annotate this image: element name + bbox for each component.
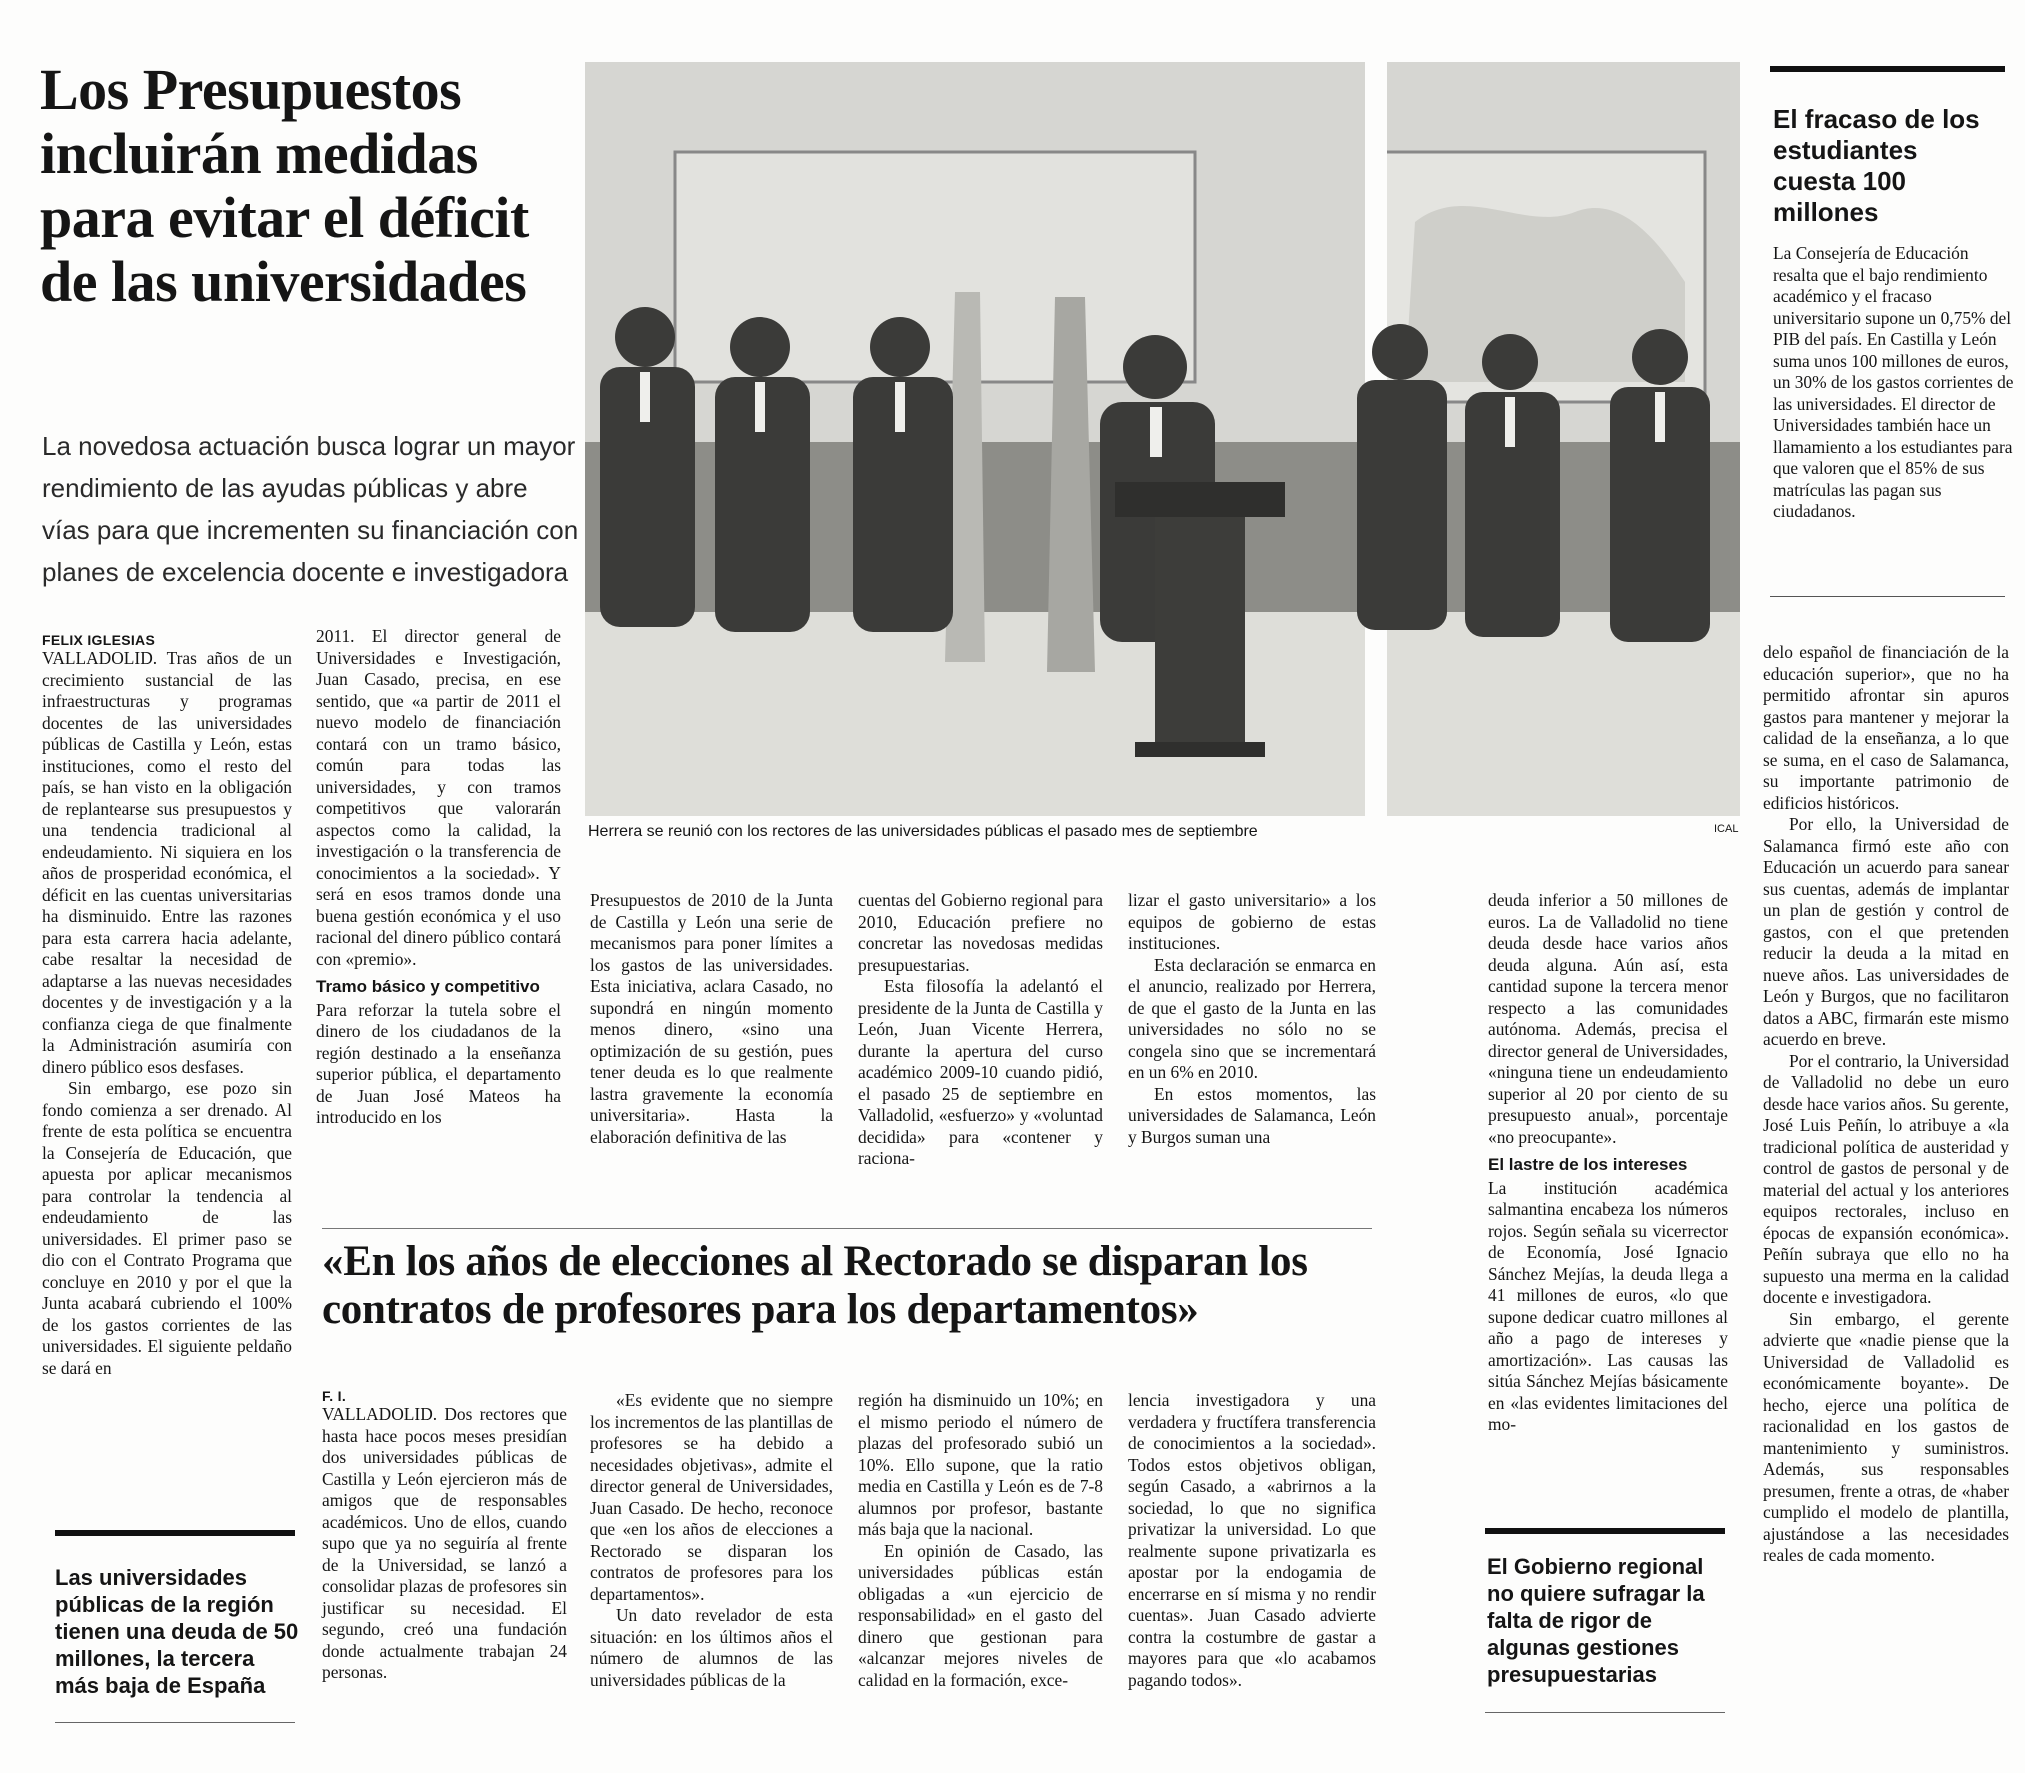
photo-credit: ICAL	[1714, 823, 1739, 835]
sidebar-title: El fracaso de los estudiantes cuesta 100 millones	[1773, 104, 1980, 227]
second-article-column-3	[858, 1390, 1103, 1691]
paragraph: lizar el gasto universitario» a los equipos de gobierno de estas instituciones.	[1128, 890, 1376, 953]
paragraph: lencia investigadora y una verdadera y fructífera transferencia de conocimientos a la sociedad». Todos estos objetivos obligan, según Casado, a «abrirnos a la sociedad, lo que no significa privatizar la universidad. Lo que realmente supone privatizarla es apostar por la endogamia de encerrarse en sí misma y no rendir cuentas». Juan Casado advierte contra la costumbre de gastar a mayores para que «lo acabamos pagando todos».	[1128, 1390, 1376, 1690]
subheadline: La novedosa actuación busca lograr un mayor rendimiento de las ayudas públicas y abre vías para que incrementen su financiación con planes de excelencia docente e investigadora	[42, 431, 579, 587]
paragraph: En estos momentos, las universidades de Salamanca, León y Burgos suman una	[1128, 1083, 1376, 1147]
paragraph: VALLADOLID. Tras años de un crecimiento sustancial de las infraestructuras y programas docentes de las universidades públicas de Castilla y León, estas instituciones, como el resto del país, se han visto en la obligación de replantearse sus presupuestos y una tendencia tradicional al endeudamiento. Ni siquiera en los años de prosperidad económica, el déficit en las cuentas universitarias ha disminuido. Entre las razones para esta carrera hacia adelante, cabe resaltar la necesidad de adaptarse a las nuevas necesidades docentes y de investigación y a la confianza ciega de que finalmente la Administración asumiría con dinero público esos desfases.	[42, 648, 292, 1077]
divider	[322, 1228, 1372, 1229]
second-article-column-1	[322, 1388, 567, 1684]
paragraph: región ha disminuido un 10%; en el mismo periodo el número de plazas del profesorado subió un 10%. Ello supone, que la ratio media en Castilla y León es de 7-8 alumnos por profesor, bastante más baja que la nacional.	[858, 1390, 1103, 1539]
article-column-2	[316, 626, 561, 1129]
highlight-box: Las universidades públicas de la región tienen una deuda de 50 millones, la tercera más baja de España	[55, 1565, 299, 1698]
paragraph: Un dato revelador de esta situación: en los últimos años el número de alumnos de las universidades públicas de la	[590, 1605, 833, 1690]
paragraph: Para reforzar la tutela sobre el dinero de los ciudadanos de la región destinado a la enseñanza superior pública, el departamento de Juan José Mateos ha introducido en los	[316, 999, 561, 1127]
section-subtitle: El lastre de los intereses	[1488, 1155, 1688, 1174]
article-column-1	[42, 632, 292, 1379]
paragraph: deuda inferior a 50 millones de euros. La de Valladolid no tiene deuda desde hace varios años deuda alguna. Aún así, esta cantidad supone la tercera menor respecto a las comunidades autónoma. Además, precisa el director general de Universidades, «ninguna tiene un endeudamiento superior al 20 por ciento de su presupuesto anual», porcentaje «no preocupante».	[1488, 890, 1728, 1147]
divider	[1770, 596, 2005, 597]
paragraph: Por el contrario, la Universidad de Valladolid no debe un euro desde hace varios años. Su gerente, José Luis Peñín, lo atribuye a «la tradicional política de austeridad y control de gastos de personal y de material del actual y los anteriores equipos rectorales, incluso en épocas de expansión económica». Peñín subraya que ello no ha supuesto una merma en la calidad docente e investigadora.	[1763, 1050, 2009, 1307]
second-article-column-2	[590, 1390, 833, 1691]
paragraph: Presupuestos de 2010 de la Junta de Castilla y León una serie de mecanismos para poner límites a los gastos de las universidades. Esta iniciativa, aclara Casado, no supondrá en ningún momento menos dinero, «sino una optimización de su gestión, pues tener deuda es lo que realmente lastra gravemente la economía universitaria». Hasta la elaboración definitiva de las	[590, 890, 833, 1147]
sidebar-intro: La Consejería de Educación resalta que el bajo rendimiento académico y el fracaso universitario supone un 0,75% del PIB del país. En Castilla y León suma unos 100 millones de euros, un 30% de los gastos corrientes de las universidades. El director de Universidades también hace un llamamiento a los estudiantes para que valoren que el 85% de sus matrículas las pagan sus ciudadanos.	[1773, 243, 2014, 521]
paragraph: Esta declaración se enmarca en el anuncio, realizado por Herrera, de que el gasto de la Junta en las universidades no sólo no se congela sino que se incrementará en un 6% en 2010.	[1128, 954, 1376, 1082]
photo	[585, 62, 1740, 816]
divider	[1485, 1712, 1725, 1713]
paragraph: «Es evidente que no siempre los incrementos de las plantillas de profesores se ha debido a necesidades objetivas», admite el director general de Universidades, Juan Casado. De hecho, reconoce que «en los años de elecciones a Rectorado se disparan los contratos de profesores para los departamentos».	[590, 1390, 833, 1604]
paragraph: En opinión de Casado, las universidades públicas están obligadas a «un ejercicio de responsabilidad» en el gasto del dinero que gestionan para «alcanzar mejores niveles de calidad en la formación, exce-	[858, 1540, 1103, 1690]
paragraph: cuentas del Gobierno regional para 2010, Educación prefiere no concretar las novedosas medidas presupuestarias.	[858, 890, 1103, 975]
photo-caption: Herrera se reunió con los rectores de las universidades públicas el pasado mes de septiembre	[588, 823, 1258, 840]
article-column-3	[590, 890, 833, 1148]
paragraph: 2011. El director general de Universidades e Investigación, Juan Casado, precisa, en ese sentido, que «a partir de 2011 el nuevo modelo de financiación contará con un tramo básico, común para todas las universidades, y con tramos competitivos que valorarán aspectos como la calidad, la investigación o la transferencia de conocimientos a la sociedad». Y será en esos tramos donde una buena gestión económica y el uso racional del dinero público contará con «premio».	[316, 626, 561, 969]
divider	[55, 1722, 295, 1723]
section-subtitle: Tramo básico y competitivo	[316, 977, 540, 996]
sidebar-column	[1763, 642, 2009, 1567]
paragraph: delo español de financiación de la educación superior», que no ha permitido afrontar sin apuros gastos para mantener y mejorar la calidad de la enseñanza, a lo que se suma, en el caso de Salamanca, su importante patrimonio de edificios históricos.	[1763, 642, 2009, 813]
paragraph: Sin embargo, el gerente advierte que «nadie piense que la Universidad de Valladolid es económicamente boyante». De hecho, ejerce una política de racionalidad en los gastos de mantenimiento y suministros. Además, sus responsables presumen, frente a otras, de «haber cumplido el modelo de plantilla, ajustándose a las necesidades reales de cada momento.	[1763, 1308, 2009, 1565]
second-headline: «En los años de elecciones al Rectorado se disparan los contratos de profesores para los departamentos»	[322, 1238, 1308, 1333]
paragraph: Esta filosofía la adelantó el presidente de la Junta de Castilla y León, Juan Vicente Herrera, durante la apertura del curso académico 2009-10 cuando pidió, el pasado 25 de septiembre en Valladolid, «esfuerzo» y «voluntad decidida» para «contener y raciona-	[858, 976, 1103, 1168]
paragraph: VALLADOLID. Dos rectores que hasta hace pocos meses presidían dos universidades públicas de Castilla y León ejercieron más de amigos que de responsables académicos. Uno de ellos, cuando supo que ya no seguiría al frente de la Universidad, se lanzó a consolidar plazas de profesores sin justificar su necesidad. El segundo, creó una fundación donde actualmente trabajan 24 personas.	[322, 1404, 567, 1682]
sidebar-top-rule	[1770, 66, 2005, 72]
paragraph: Sin embargo, ese pozo sin fondo comienza a ser drenado. Al frente de esta política se encuentra la Consejería de Educación, que apuesta por aplicar mecanismos para controlar la tendencia al endeudamiento de las universidades. El primer paso se dio con el Contrato Programa que concluye en 2010 y por el que la Junta acabará cubriendo el 100% de los gastos corrientes de las universidades. El siguiente peldaño se dará en	[42, 1078, 292, 1378]
photo-illustration	[585, 62, 1740, 816]
box-rule	[1485, 1528, 1725, 1534]
paragraph: La institución académica salmantina encabeza los números rojos. Según señala su vicerrector de Economía, José Ignacio Sánchez Mejías, la deuda llega a 41 millones de euros, «lo que supone dedicar cuatro millones al año a pago de intereses y amortización». Las causas las sitúa Sánchez Mejías básicamente en «las evidentes limitaciones del mo-	[1488, 1177, 1728, 1434]
paragraph: Por ello, la Universidad de Salamanca firmó este año con Educación un acuerdo para sanear sus cuentas, además de implantar un plan de gestión y control de gastos, con el que pretenden reducir la deuda a la mitad en nueve años. Las universidades de León y Burgos, que no facilitaron datos a ABC, firmarán este mismo acuerdo en breve.	[1763, 814, 2009, 1049]
highlight-box: El Gobierno regional no quiere sufragar la falta de rigor de algunas gestiones presupuestarias	[1487, 1554, 1705, 1687]
byline: F. I.	[322, 1388, 347, 1404]
headline: Los Presupuestos incluirán medidas para evitar el déficit de las universidades	[40, 57, 529, 314]
article-column-6	[1488, 890, 1728, 1436]
article-column-5	[1128, 890, 1376, 1148]
article-column-4	[858, 890, 1103, 1170]
second-article-column-4	[1128, 1390, 1376, 1691]
byline: FELIX IGLESIAS	[42, 632, 156, 648]
box-rule	[55, 1530, 295, 1536]
